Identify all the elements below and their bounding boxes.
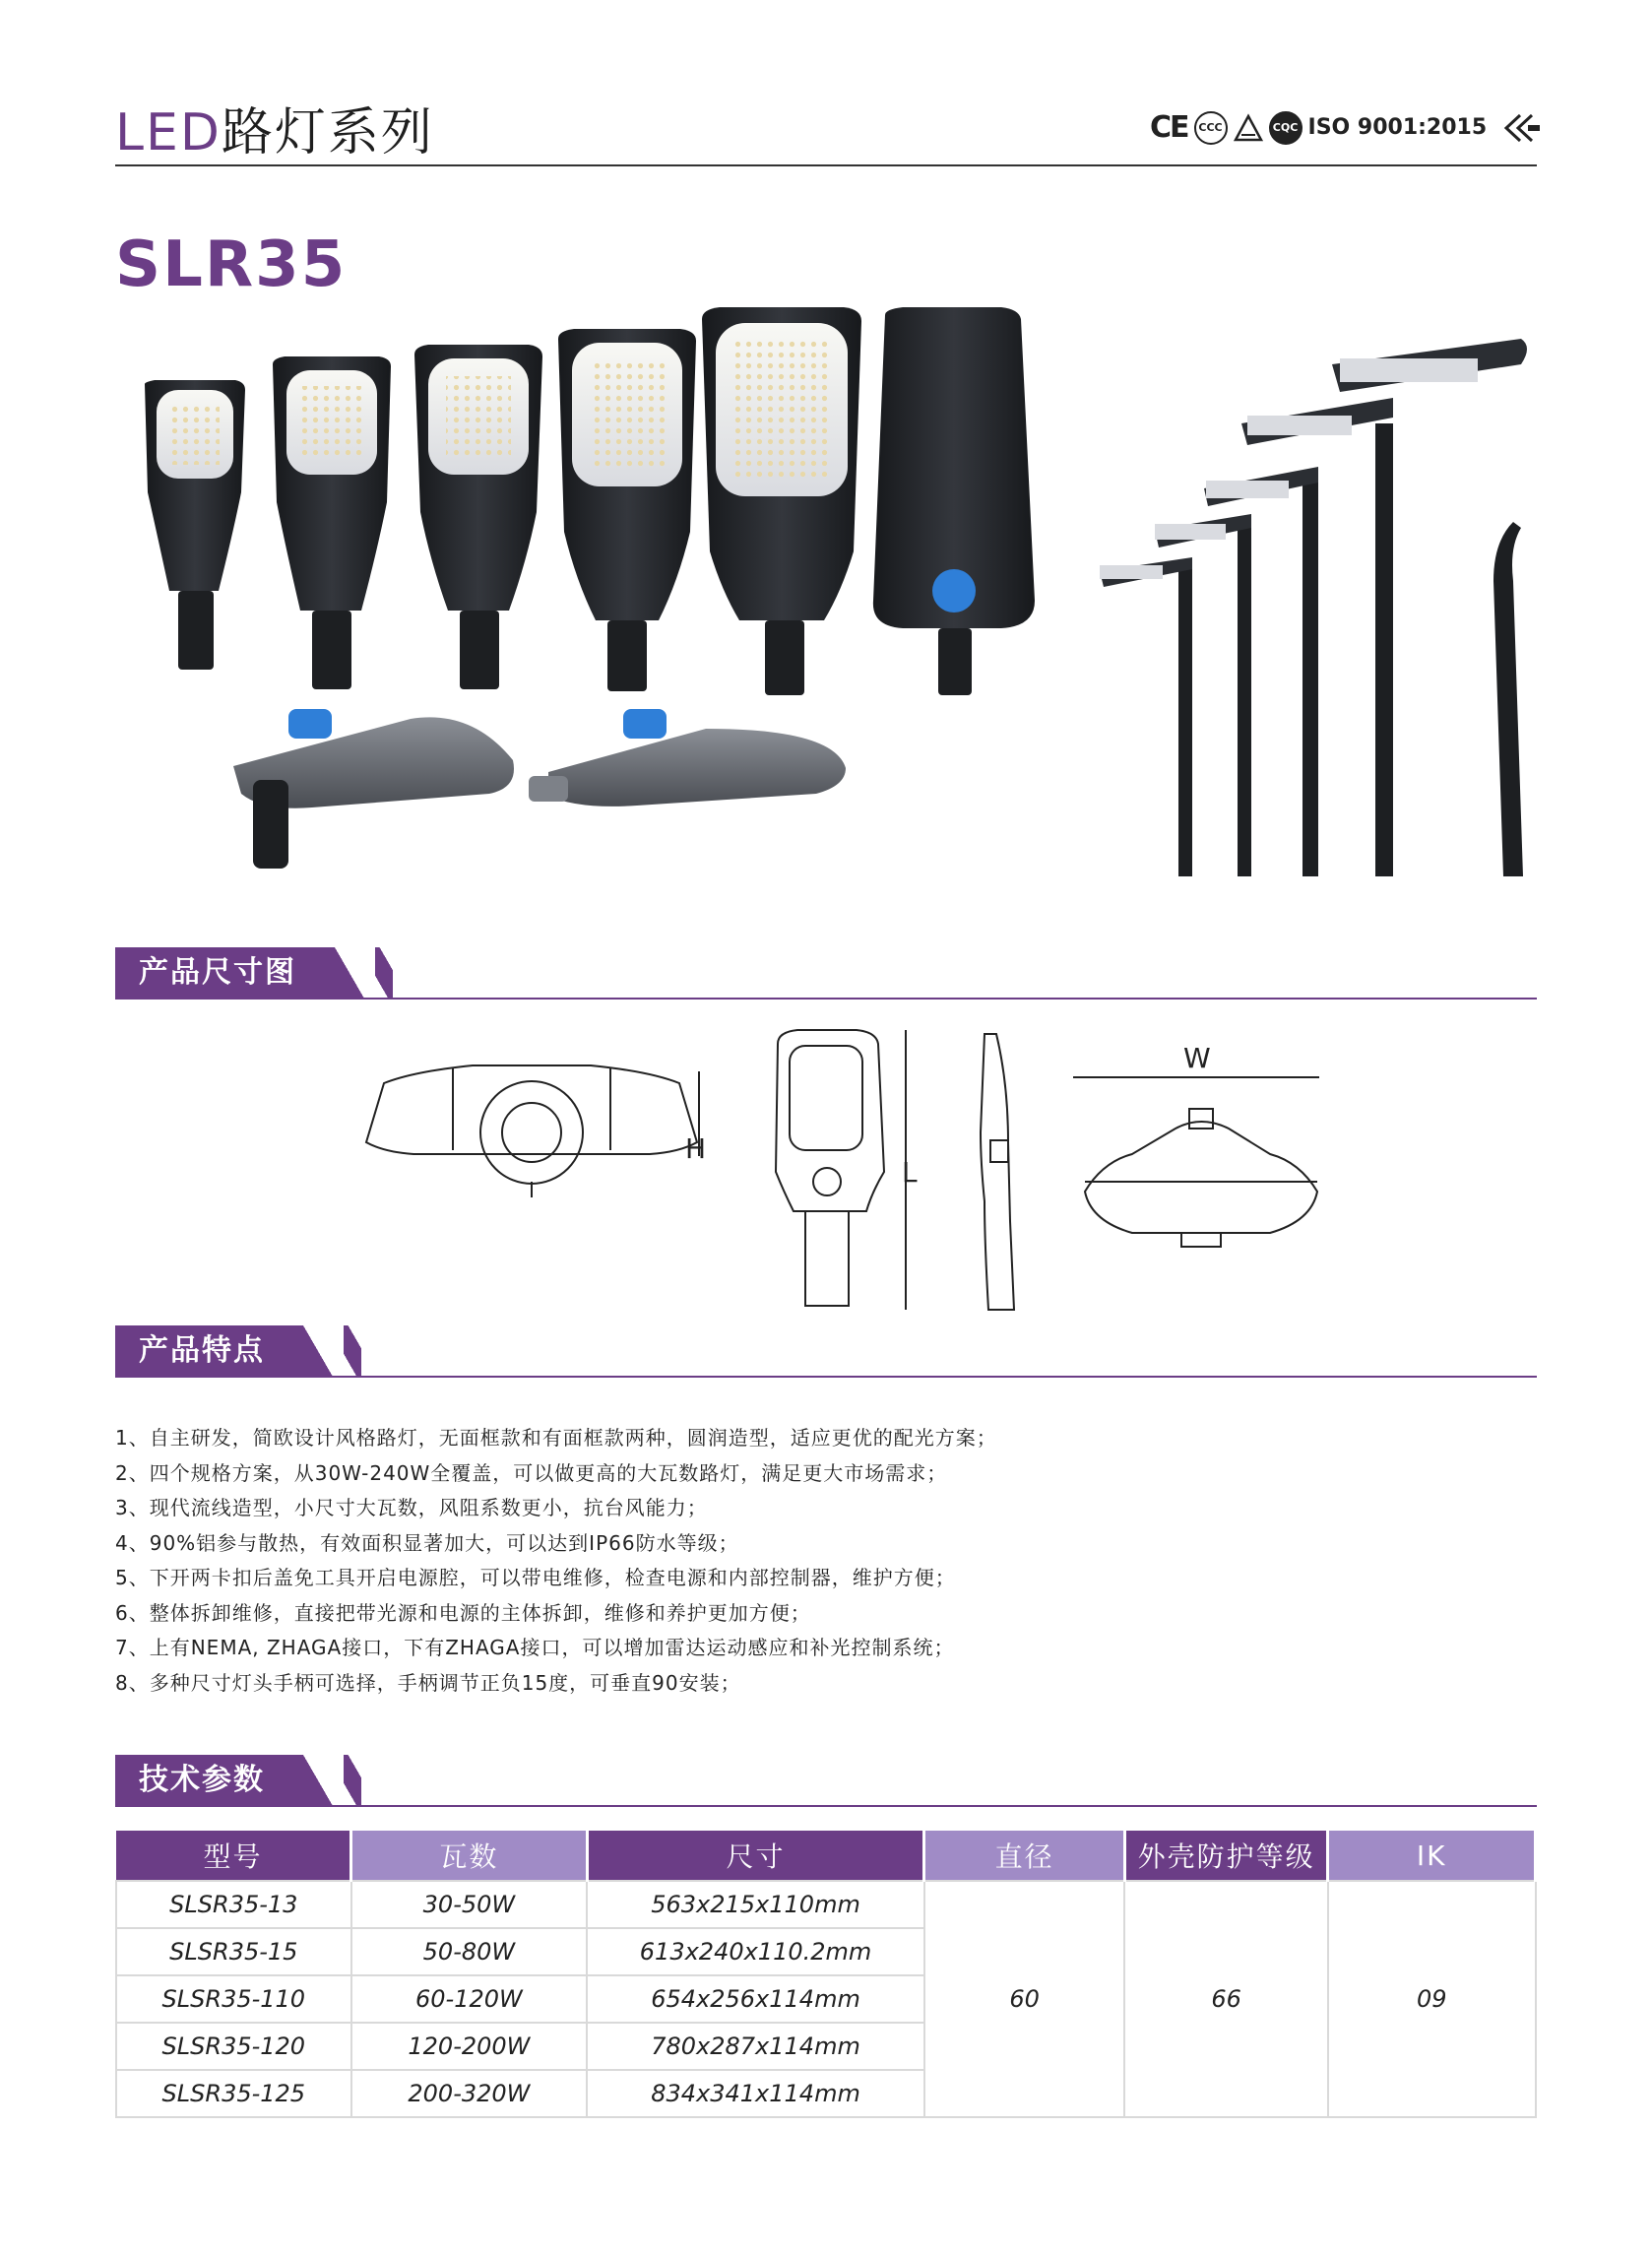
cqc-mark: CQC bbox=[1269, 111, 1303, 145]
series-title-text: 路灯系列 bbox=[221, 103, 434, 162]
dimension-drawings bbox=[354, 1024, 1339, 1320]
feature-item: 3、现代流线造型，小尺寸大瓦数，风阻系数更小，抗台风能力； bbox=[115, 1496, 708, 1519]
series-title-led: LED bbox=[115, 103, 222, 162]
cell-wattage: 120-200W bbox=[351, 2023, 588, 2070]
section-header-dimensions bbox=[115, 947, 393, 999]
product-photo-group bbox=[115, 295, 1553, 886]
sensor-icon bbox=[932, 569, 976, 613]
section-title-features: 产品特点 bbox=[115, 1325, 298, 1377]
section-rule-features bbox=[115, 1376, 1537, 1378]
warning-triangle-icon bbox=[1234, 113, 1263, 143]
cell-wattage: 200-320W bbox=[351, 2070, 588, 2117]
feature-item: 4、90%铝参与散热，有效面积显著加大，可以达到IP66防水等级； bbox=[115, 1530, 739, 1555]
feature-item: 8、多种尺寸灯头手柄可选择，手柄调节正负15度，可垂直90安装； bbox=[115, 1670, 741, 1695]
feature-item: 5、下开两卡扣后盖免工具开启电源腔，可以带电维修，检查电源和内部控制器，维护方便； bbox=[115, 1566, 956, 1589]
drawing-side-view bbox=[981, 1034, 1014, 1310]
section-rule-dimensions bbox=[115, 998, 1537, 1000]
feature-list bbox=[115, 1421, 997, 1701]
cell-model: SLSR35-110 bbox=[116, 1975, 351, 2023]
lamp-back-view bbox=[873, 307, 1035, 695]
lamp-front-l bbox=[558, 329, 696, 691]
chevron-logo-icon bbox=[1493, 111, 1544, 145]
cell-model: SLSR35-125 bbox=[116, 2070, 351, 2117]
lamp-side-view-2 bbox=[529, 709, 846, 806]
table-header-row bbox=[116, 1831, 1536, 1881]
feature-item: 6、整体拆卸维修，直接把带光源和电源的主体拆卸，维修和养护更加方便； bbox=[115, 1600, 811, 1625]
cell-wattage: 60-120W bbox=[351, 1975, 588, 2023]
cell-model: SLSR35-15 bbox=[116, 1928, 351, 1975]
series-title bbox=[115, 91, 434, 164]
col-header-ip: 外壳防护等级 bbox=[1124, 1831, 1328, 1881]
cell-wattage: 50-80W bbox=[351, 1928, 588, 1975]
cell-diameter: 60 bbox=[924, 1881, 1125, 2117]
ccc-mark: CCC bbox=[1194, 111, 1228, 145]
section-rule-specs bbox=[115, 1805, 1537, 1807]
iso-mark: ISO 9001:2015 bbox=[1307, 115, 1488, 140]
label-h: H bbox=[685, 1132, 707, 1165]
table-row bbox=[116, 1881, 1536, 1928]
certification-logos bbox=[1150, 110, 1544, 145]
section-title-specs: 技术参数 bbox=[115, 1755, 298, 1806]
cell-model: SLSR35-120 bbox=[116, 2023, 351, 2070]
ce-mark: CE bbox=[1150, 110, 1188, 145]
lamp-front-xs bbox=[145, 380, 245, 670]
cell-ip: 66 bbox=[1124, 1881, 1328, 2117]
section-header-specs bbox=[115, 1755, 361, 1806]
cell-size: 563x215x110mm bbox=[587, 1881, 924, 1928]
lamp-front-m bbox=[414, 345, 542, 689]
drawing-top-view bbox=[776, 1030, 918, 1310]
section-title-dimensions: 产品尺寸图 bbox=[115, 947, 330, 999]
cell-size: 654x256x114mm bbox=[587, 1975, 924, 2023]
cell-size: 780x287x114mm bbox=[587, 2023, 924, 2070]
header-divider bbox=[115, 164, 1537, 166]
drawing-end-view bbox=[1073, 1042, 1319, 1247]
col-header-ik: IK bbox=[1328, 1831, 1536, 1881]
cell-size: 834x341x114mm bbox=[587, 2070, 924, 2117]
cell-size: 613x240x110.2mm bbox=[587, 1928, 924, 1975]
drawing-front-view bbox=[366, 1065, 706, 1197]
label-l: L bbox=[902, 1156, 918, 1189]
cell-ik: 09 bbox=[1328, 1881, 1536, 2117]
feature-item: 1、自主研发，简欧设计风格路灯，无面框款和有面框款两种，圆润造型，适应更优的配光方案； bbox=[115, 1426, 997, 1450]
col-header-model: 型号 bbox=[116, 1831, 351, 1881]
lamp-front-s bbox=[273, 356, 391, 689]
feature-item: 7、上有NEMA, ZHAGA接口，下有ZHAGA接口，可以增加雷达运动感应和补光控制系统； bbox=[115, 1636, 955, 1659]
lamp-side-view-1 bbox=[233, 709, 514, 869]
cell-model: SLSR35-13 bbox=[116, 1881, 351, 1928]
col-header-wattage: 瓦数 bbox=[351, 1831, 588, 1881]
pole-series bbox=[1100, 339, 1527, 876]
col-header-size: 尺寸 bbox=[587, 1831, 924, 1881]
col-header-diameter: 直径 bbox=[924, 1831, 1125, 1881]
model-title: SLR35 bbox=[115, 228, 348, 301]
section-header-features bbox=[115, 1325, 361, 1377]
cell-wattage: 30-50W bbox=[351, 1881, 588, 1928]
lamp-front-xl bbox=[702, 307, 861, 695]
spec-table bbox=[115, 1831, 1537, 2118]
feature-item: 2、四个规格方案，从30W-240W全覆盖，可以做更高的大瓦数路灯，满足更大市场需求； bbox=[115, 1460, 948, 1485]
label-w: W bbox=[1183, 1042, 1211, 1074]
